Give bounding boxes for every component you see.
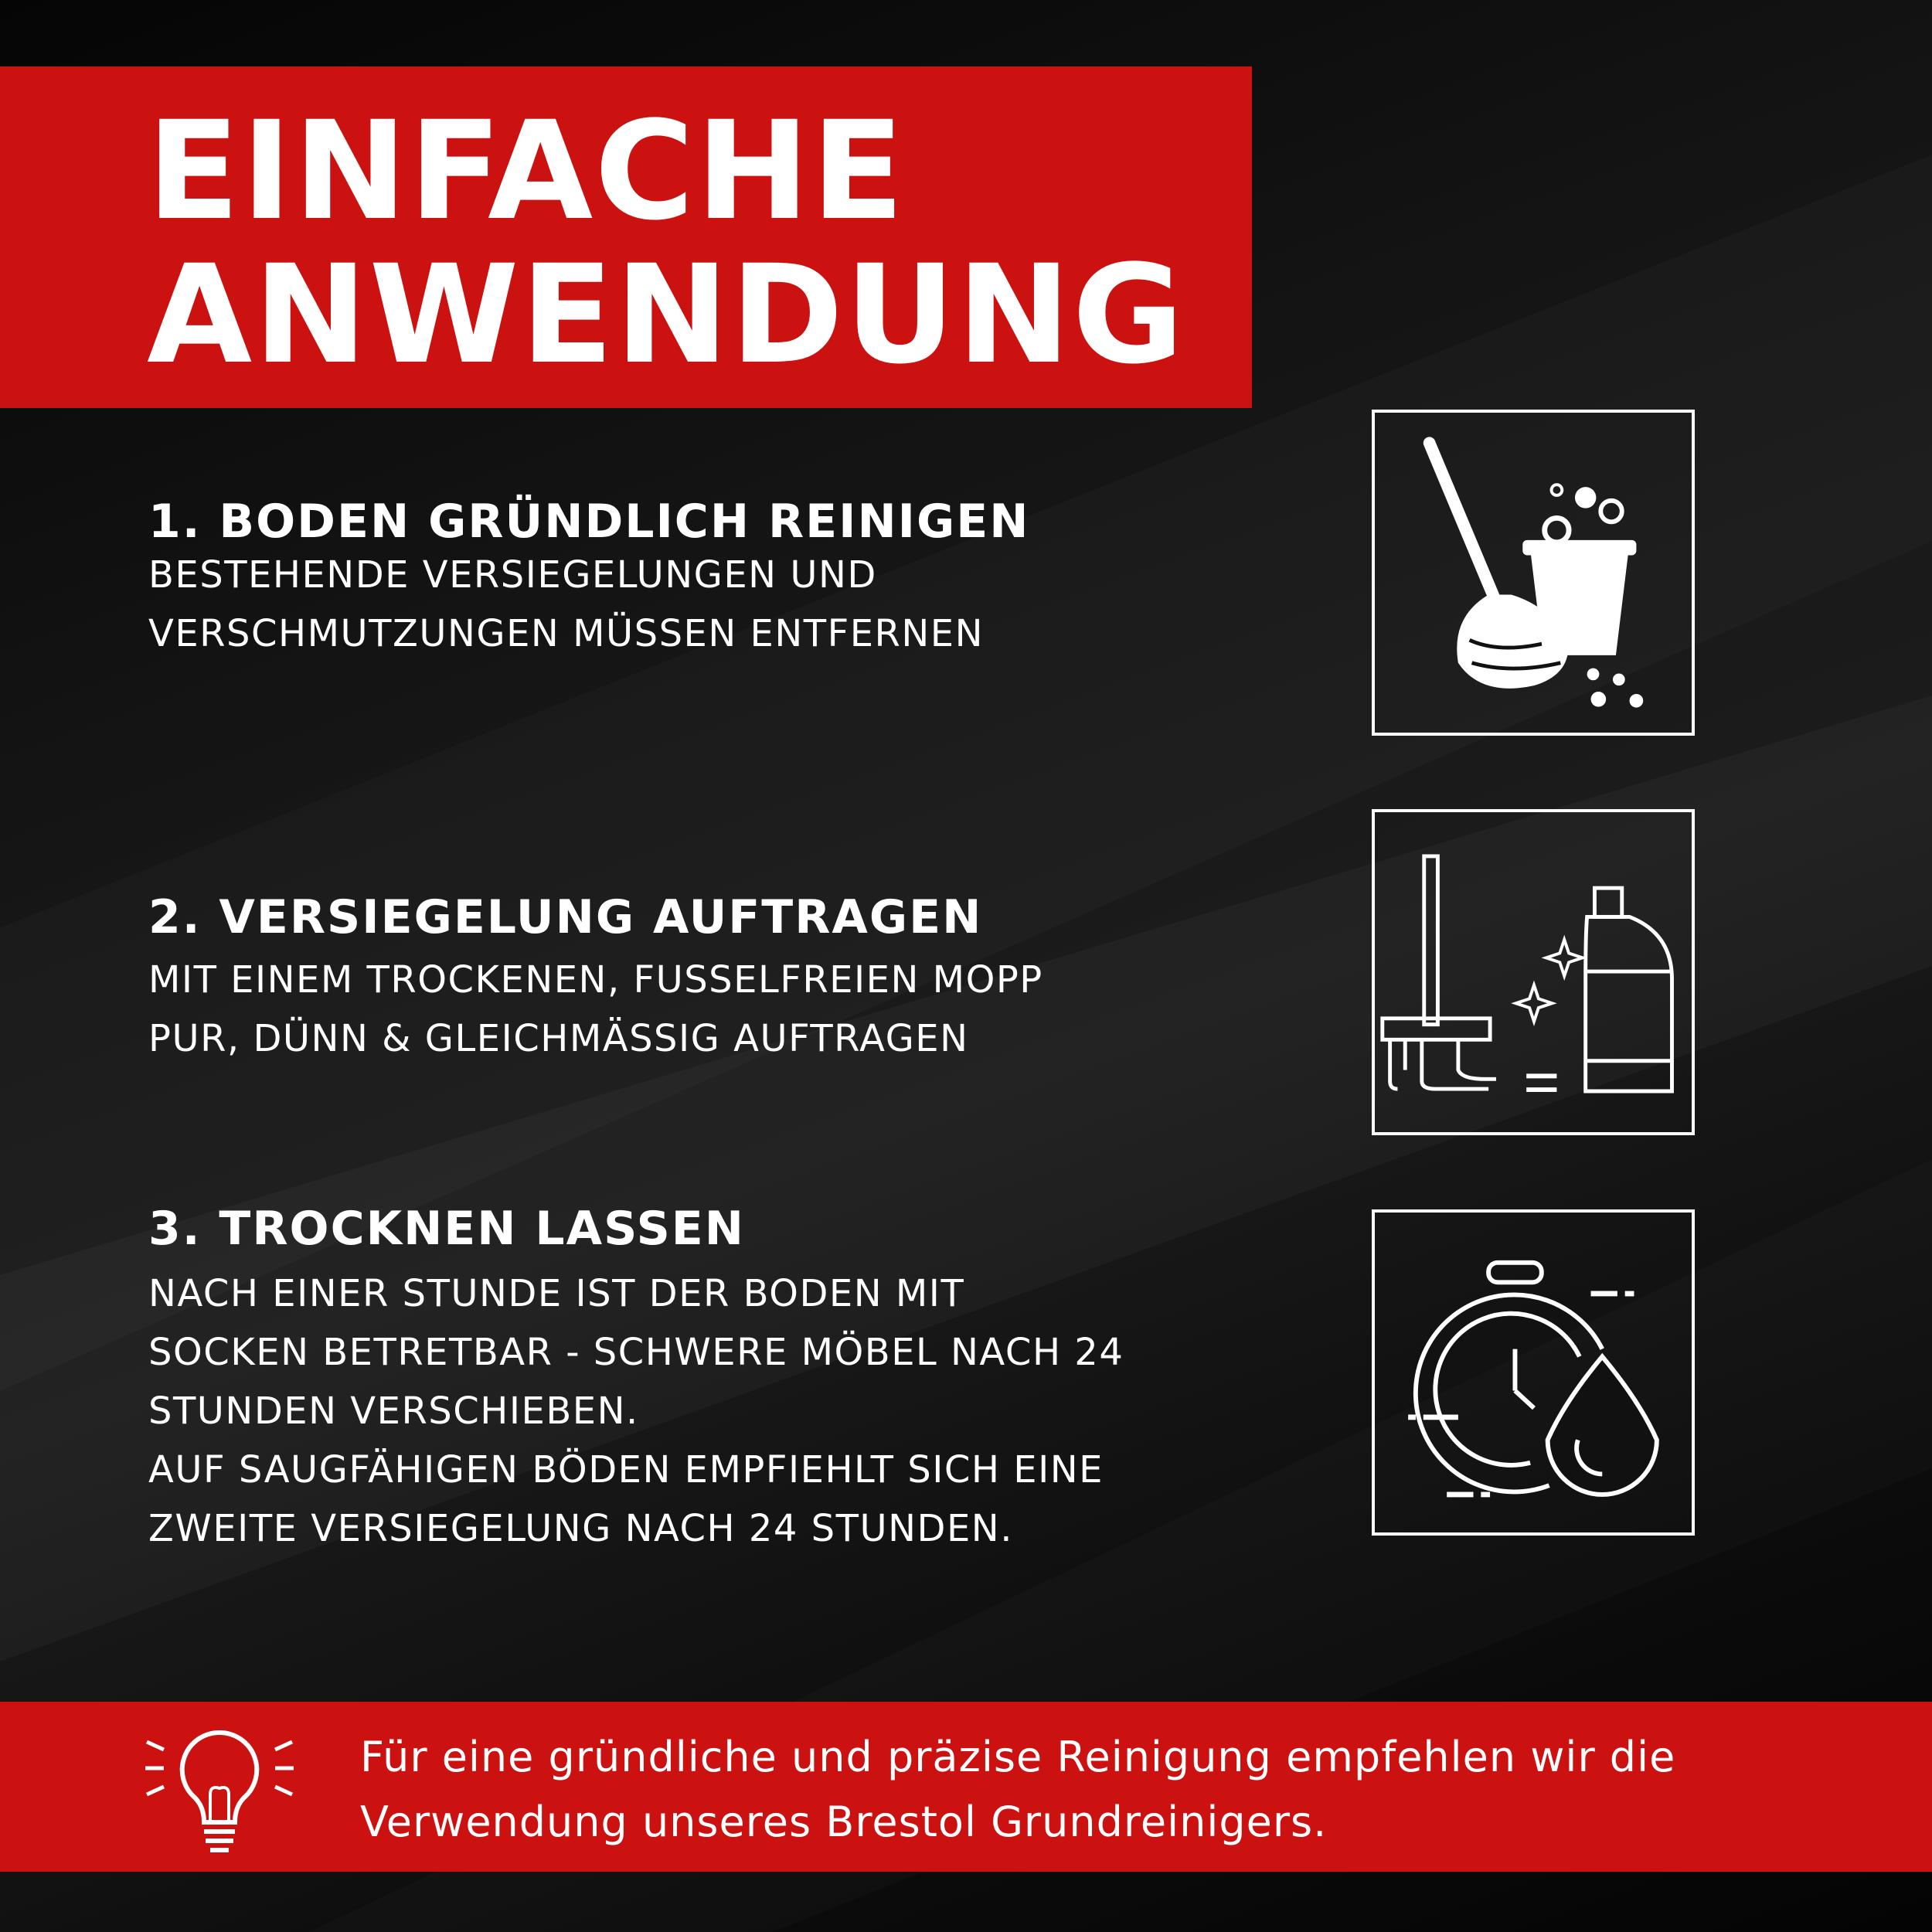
step-2-icon-frame [1372, 809, 1695, 1135]
step-2-title: 2. VERSIEGELUNG AUFTRAGEN [148, 890, 983, 944]
title-banner [0, 66, 1252, 408]
step-2-desc-line2: PUR, DÜNN & GLEICHMÄSSIG AUFTRAGEN [148, 1017, 969, 1060]
step-1-desc-line2: VERSCHMUTZUNGEN MÜSSEN ENTFERNEN [148, 612, 985, 655]
tip-text [360, 1725, 1675, 1855]
page-title-line2: ANWENDUNG [147, 236, 1185, 394]
tip-text-line2: Verwendung unseres Brestol Grundreinigers. [360, 1798, 1328, 1846]
stopwatch-drop-icon [1375, 1213, 1692, 1532]
tip-banner [0, 1702, 1932, 1872]
step-3-icon-frame [1372, 1209, 1695, 1536]
step-3-desc-line1: NACH EINER STUNDE IST DER BODEN MIT [148, 1272, 965, 1315]
mop-bottle-icon [1375, 812, 1692, 1132]
lightbulb-icon [144, 1717, 295, 1864]
step-3-desc-line3: STUNDEN VERSCHIEBEN. [148, 1389, 639, 1433]
step-3-desc-line2: SOCKEN BETRETBAR - SCHWERE MÖBEL NACH 24 [148, 1331, 1124, 1374]
tip-text-line1: Für eine gründliche und präzise Reinigung empfehlen wir die [360, 1733, 1676, 1781]
mop-bucket-icon [1375, 413, 1692, 733]
step-3-title: 3. TROCKNEN LASSEN [148, 1202, 745, 1256]
step-1-icon-frame [1372, 410, 1695, 736]
step-3-desc-line5: ZWEITE VERSIEGELUNG NACH 24 STUNDEN. [148, 1507, 1013, 1550]
step-3-desc-line4: AUF SAUGFÄHIGEN BÖDEN EMPFIEHLT SICH EINE [148, 1448, 1104, 1492]
step-1-desc-line1: BESTEHENDE VERSIEGELUNGEN UND [148, 553, 877, 597]
page-title-line1: EINFACHE [147, 92, 906, 250]
step-2-desc-line1: MIT EINEM TROCKENEN, FUSSELFREIEN MOPP [148, 958, 1043, 1002]
step-1-title: 1. BODEN GRÜNDLICH REINIGEN [148, 495, 1030, 549]
